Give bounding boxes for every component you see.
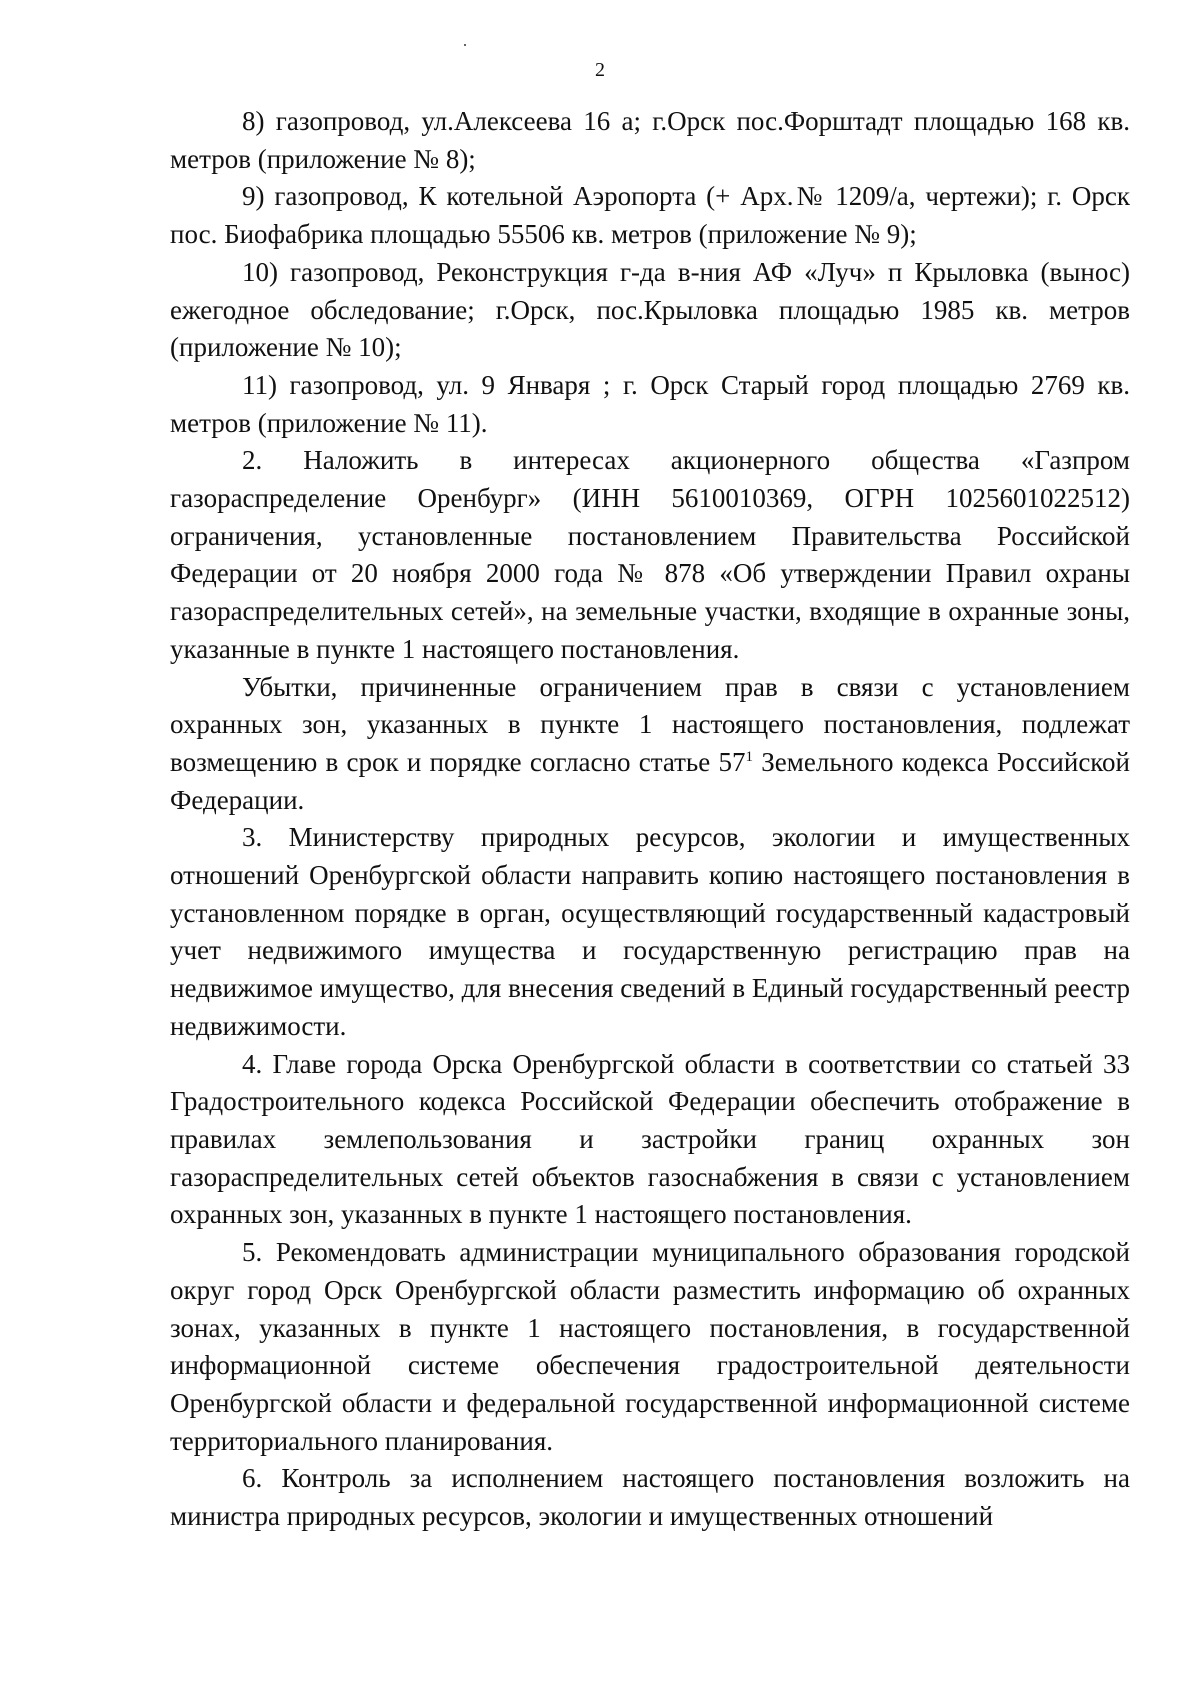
clause-4: 4. Главе города Орска Оренбургской области в соответствии со статьей 33 Градостроительного кодекса Российской Федерации обеспечить отображение в правилах землепользования и застройки границ охранных зон газораспределительных сетей объектов газоснабжения в связи с установлением охранных зон, указанных в пункте 1 настоящего постановления. — [170, 1048, 1130, 1230]
clause-3: 3. Министерству природных ресурсов, экологии и имущественных отношений Оренбургской области направить копию настоящего постановления в установленном порядке в орган, осуществляющий государственный кадастровый учет недвижимого имущества и государственную регистрацию прав на недвижимое имущество, для внесения сведений в Единый государственный реестр недвижимости. — [170, 822, 1130, 1041]
clause-6: 6. Контроль за исполнением настоящего постановления возложить на министра природных ресурсов, экологии и имущественных отношений — [170, 1463, 1130, 1532]
article-superscript: 1 — [745, 748, 753, 765]
clause-2-losses-tail: Земельного кодекса Российской Федерации. — [170, 746, 1130, 815]
document-body — [170, 103, 1130, 1536]
clause-2-losses-text: Убытки, причиненные ограничением прав в связи с установлением охранных зон, указанных в пункте 1 настоящего постановления, подлежат возмещению в срок и порядке согласно статье 57 — [170, 671, 1130, 777]
list-item-9: 9) газопровод, К котельной Аэропорта (+ Арх.№ 1209/а, чертежи); г. Орск пос. Биофабрика площадью 55506 кв. метров (приложение № 9); — [170, 181, 1130, 250]
list-item-11: 11) газопровод, ул. 9 Января ; г. Орск Старый город площадью 2769 кв. метров (приложение № 11). — [170, 369, 1130, 438]
page-number: 2 — [595, 59, 605, 81]
scan-speck — [464, 44, 466, 46]
clause-5: 5. Рекомендовать администрации муниципального образования городской округ город Орск Оренбургской области разместить информацию об охранных зонах, указанных в пункте 1 настоящего постановления, в государственной информационной системе обеспечения градостроительной деятельности Оренбургской области и федеральной государственной информационной системе территориального планирования. — [170, 1237, 1130, 1456]
list-item-10: 10) газопровод, Реконструкция г-да в-ния АФ «Луч» п Крыловка (вынос) ежегодное обследование; г.Орск, пос.Крыловка площадью 1985 кв. метров (приложение № 10); — [170, 256, 1130, 363]
clause-2-losses — [170, 669, 1130, 820]
clause-2: 2. Наложить в интересах акционерного общества «Газпром газораспределение Оренбург» (ИНН 5610010369, ОГРН 1025601022512) ограничения, установленные постановлением Правительства Российской Федерации от 20 ноября 2000 года № 878 «Об утверждении Правил охраны газораспределительных сетей», на земельные участки, входящие в охранные зоны, указанные в пункте 1 настоящего постановления. — [170, 445, 1130, 664]
list-item-8: 8) газопровод, ул.Алексеева 16 а; г.Орск пос.Форштадт площадью 168 кв. метров (приложение № 8); — [170, 106, 1130, 174]
